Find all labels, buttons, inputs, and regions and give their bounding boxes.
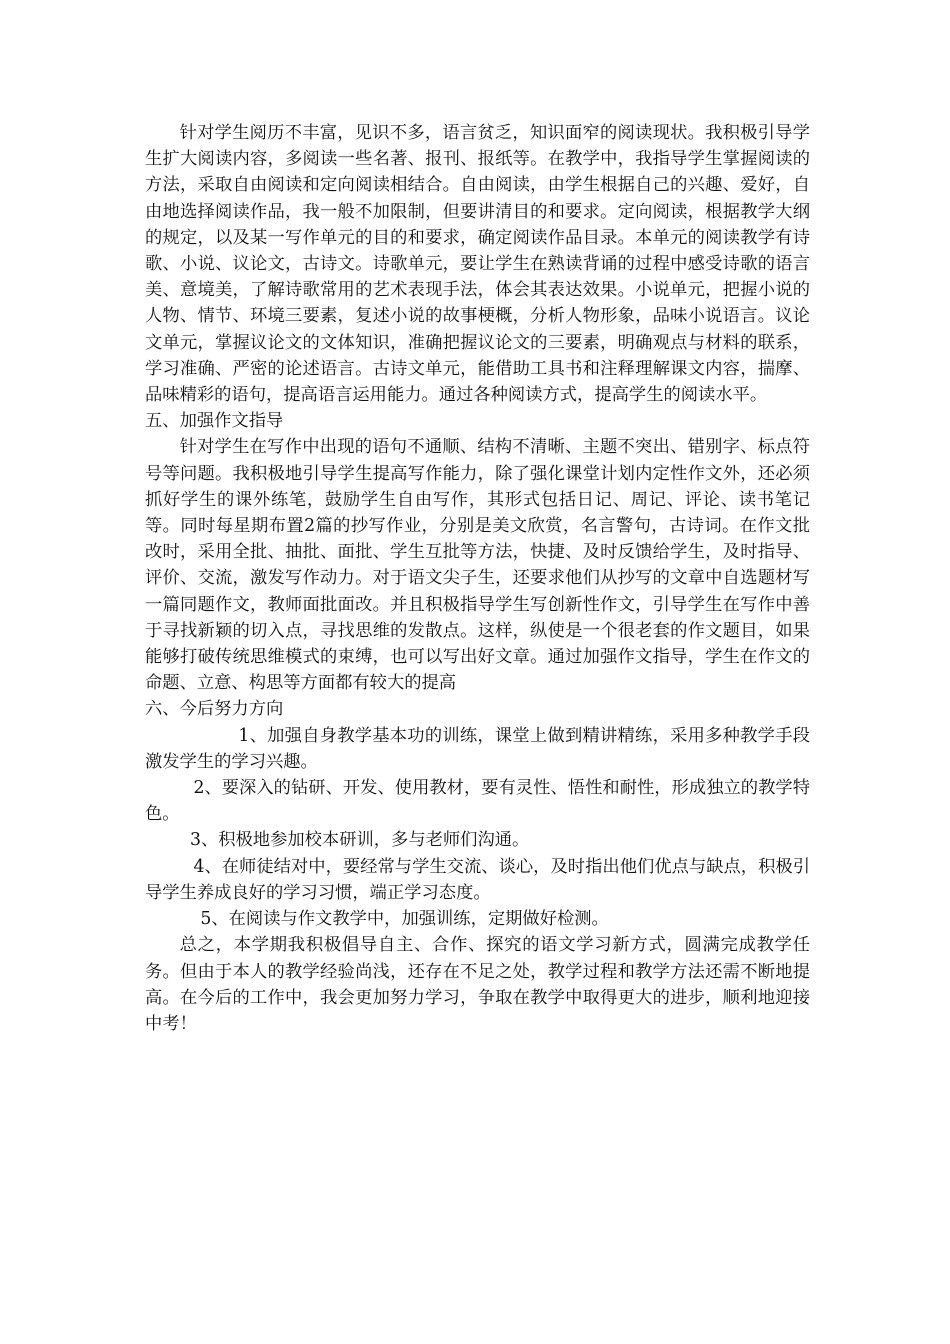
direction-item-4: 4、在师徒结对中，要经常与学生交流、谈心，及时指出他们优点与缺点，积极引导学生养成良好的学习习惯，端正学习态度。 — [145, 856, 810, 903]
direction-item-2: 2、要深入的钻研、开发、使用教材，要有灵性、悟性和耐性，形成独立的教学特色。 — [145, 778, 810, 825]
direction-item-5: 5、在阅读与作文教学中，加强训练，定期做好检测。 — [200, 909, 609, 930]
writing-paragraph: 针对学生在写作中出现的语句不通顺、结构不清晰、主题不突出、错别字、标点符号等问题。我积极地引导学生提高写作能力，除了强化课堂计划内定性作文外，还必须抓好学生的课外练笔，鼓励学生自由写作，其形式包括日记、周记、评论、读书笔记等。同时每星期布置2篇的抄写作业，分别是美文欣赏，名言警句，古诗词。在作文批改时，采用全批、抽批、面批、学生互批等方法，快捷、及时反馈给学生，及时指导、评价、交流，激发写作动力。对于语文尖子生，还要求他们从抄写的文章中自选题材写一篇同题作文，教师面批面改。并且积极指导学生写创新性作文，引导学生在写作中善于寻找新颖的切入点，寻找思维的发散点。这样，纵使是一个很老套的作文题目，如果能够打破传统思维模式的束缚，也可以写出好文章。通过加强作文指导，学生在作文的命题、立意、构思等方面都有较大的提高 — [145, 437, 810, 694]
document-body — [145, 120, 810, 1037]
section-heading-six: 六、今后努力方向 — [145, 699, 284, 720]
direction-item-3: 3、积极地参加校本研训，多与老师们沟通。 — [189, 830, 530, 851]
section-heading-five: 五、加强作文指导 — [145, 411, 284, 432]
direction-item-1: 1、加强自身教学基本功的训练，课堂上做到精讲精练，采用多种教学手段激发学生的学习兴趣。 — [145, 725, 810, 772]
summary-paragraph: 总之，本学期我积极倡导自主、合作、探究的语文学习新方式，圆满完成教学任务。但由于本人的教学经验尚浅，还存在不足之处，教学过程和教学方法还需不断地提高。在今后的工作中，我会更加努力学习，争取在教学中取得更大的进步，顺利地迎接中考！ — [145, 935, 810, 1034]
reading-paragraph: 针对学生阅历不丰富，见识不多，语言贫乏，知识面窄的阅读现状。我积极引导学生扩大阅读内容，多阅读一些名著、报刊、报纸等。在教学中，我指导学生掌握阅读的方法，采取自由阅读和定向阅读相结合。自由阅读，由学生根据自己的兴趣、爱好，自由地选择阅读作品，我一般不加限制，但要讲清目的和要求。定向阅读，根据教学大纲的规定，以及某一写作单元的目的和要求，确定阅读作品目录。本单元的阅读教学有诗歌、小说、议论文，古诗文。诗歌单元，要让学生在熟读背诵的过程中感受诗歌的语言美、意境美，了解诗歌常用的艺术表现手法，体会其表达效果。小说单元，把握小说的人物、情节、环境三要素，复述小说的故事梗概，分析人物形象，品味小说语言。议论文单元，掌握议论文的文体知识，准确把握议论文的三要素，明确观点与材料的联系，学习准确、严密的论述语言。古诗文单元，能借助工具书和注释理解课文内容，揣摩、品味精彩的语句，提高语言运用能力。通过各种阅读方式，提高学生的阅读水平。 — [145, 123, 810, 406]
